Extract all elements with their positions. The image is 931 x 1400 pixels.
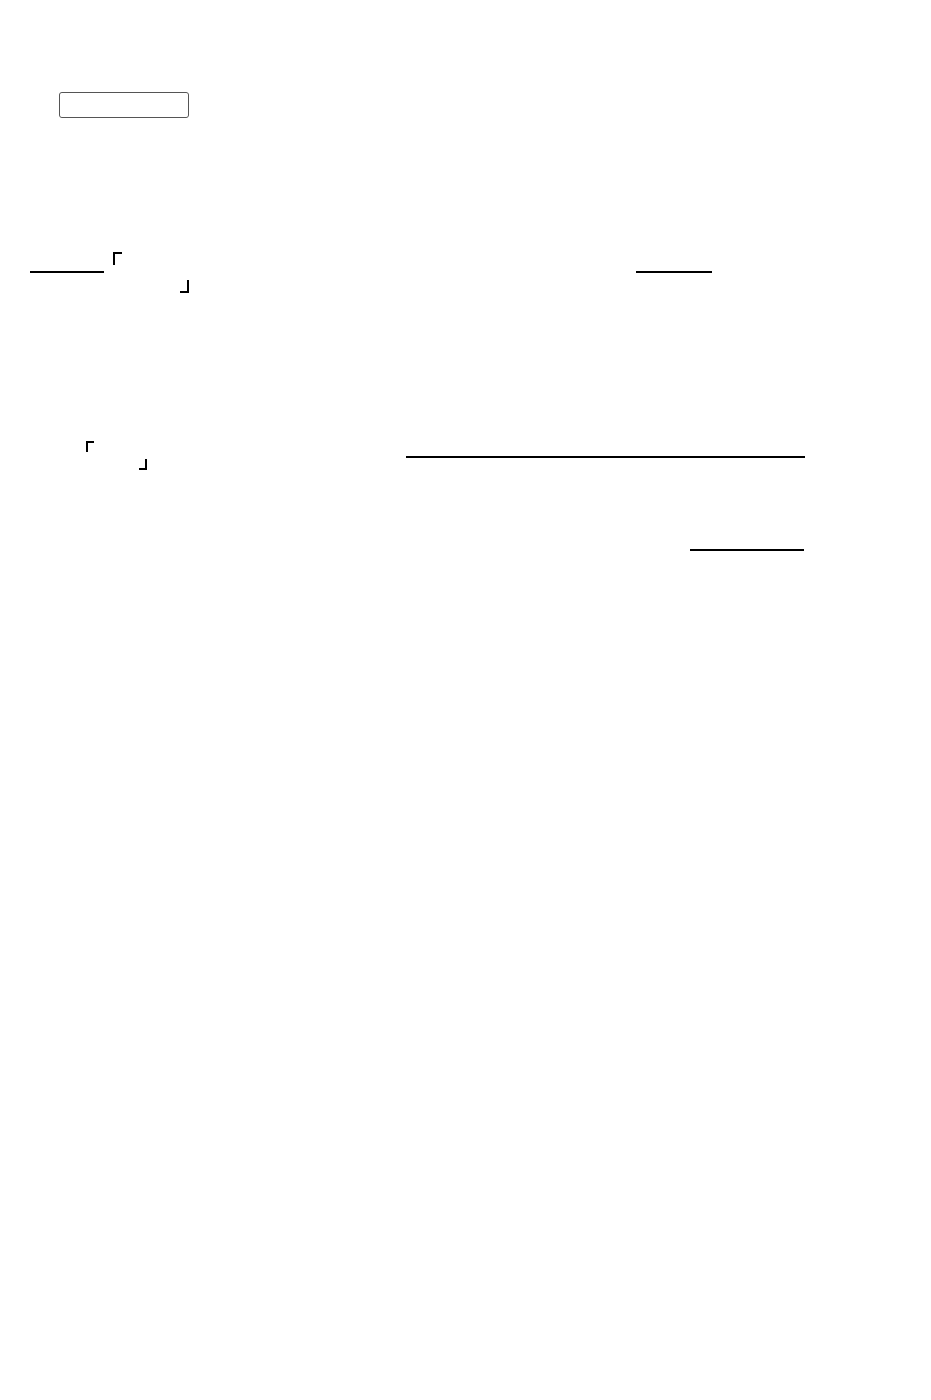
section-label	[59, 92, 189, 118]
title-bracket-open	[113, 252, 122, 265]
title-dash-left	[30, 271, 104, 273]
title-bracket-close	[180, 280, 189, 293]
toc-entry-2-leader	[690, 549, 804, 551]
entry-bracket-close	[139, 459, 147, 470]
entry-bracket-open	[86, 441, 94, 452]
toc-entry-1-leader	[406, 456, 805, 458]
title-dash-right	[636, 271, 712, 273]
